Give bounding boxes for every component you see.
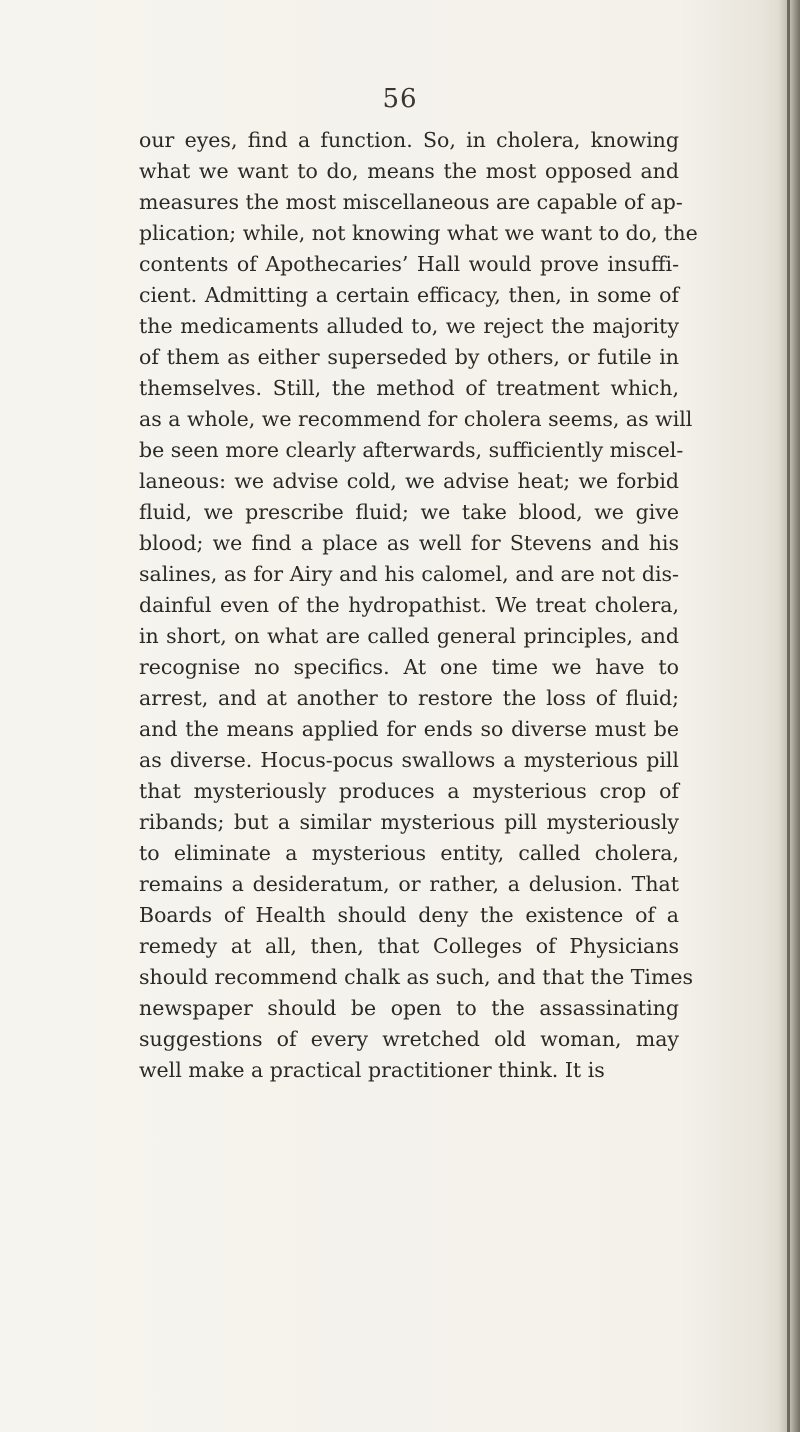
text-line: recognise no specifics. At one time we have to [139,655,679,679]
text-line: themselves. Still, the method of treatment which, [139,376,679,400]
body-text [139,125,698,1086]
text-line: cient. Admitting a certain efficacy, then, in some of [139,283,679,307]
text-line: that mysteriously produces a mysterious crop of [139,779,679,803]
text-line: dainful even of the hydropathist. We treat cholera, [139,593,679,617]
text-line: plication; while, not knowing what we want to do, the [139,221,698,245]
text-line: blood; we find a place as well for Stevens and his [139,531,679,555]
text-line: arrest, and at another to restore the loss of fluid; [139,686,679,710]
text-line: our eyes, find a function. So, in cholera, knowing [139,128,679,152]
text-line: as a whole, we recommend for cholera seems, as will [139,407,693,431]
text-line: of them as either superseded by others, or futile in [139,345,679,369]
text-line: newspaper should be open to the assassinating [139,996,679,1020]
text-line: well make a practical practitioner think. It is [139,1058,605,1082]
page-number: 56 [382,84,418,114]
text-line: contents of Apothecaries’ Hall would prove insuffi- [139,252,679,276]
text-line: be seen more clearly afterwards, sufficiently miscel- [139,438,684,462]
text-line: laneous: we advise cold, we advise heat; we forbid [139,469,679,493]
text-line: what we want to do, means the most opposed and [139,159,679,183]
text-line: remedy at all, then, that Colleges of Physicians [139,934,679,958]
text-line: and the means applied for ends so diverse must be [139,717,679,741]
page-edge-line [787,0,790,1432]
text-line: in short, on what are called general principles, and [139,624,679,648]
text-line: salines, as for Airy and his calomel, and are not dis- [139,562,679,586]
text-line: the medicaments alluded to, we reject the majority [139,314,679,338]
text-line: measures the most miscellaneous are capable of ap- [139,190,683,214]
text-line: remains a desideratum, or rather, a delusion. That [139,872,679,896]
text-line: to eliminate a mysterious entity, called cholera, [139,841,679,865]
text-line: ribands; but a similar mysterious pill mysteriously [139,810,679,834]
text-line: suggestions of every wretched old woman, may [139,1027,679,1051]
text-line: fluid, we prescribe fluid; we take blood, we give [139,500,679,524]
text-line: Boards of Health should deny the existence of a [139,903,679,927]
text-line: as diverse. Hocus-pocus swallows a mysterious pill [139,748,679,772]
text-line: should recommend chalk as such, and that the Times [139,965,694,989]
